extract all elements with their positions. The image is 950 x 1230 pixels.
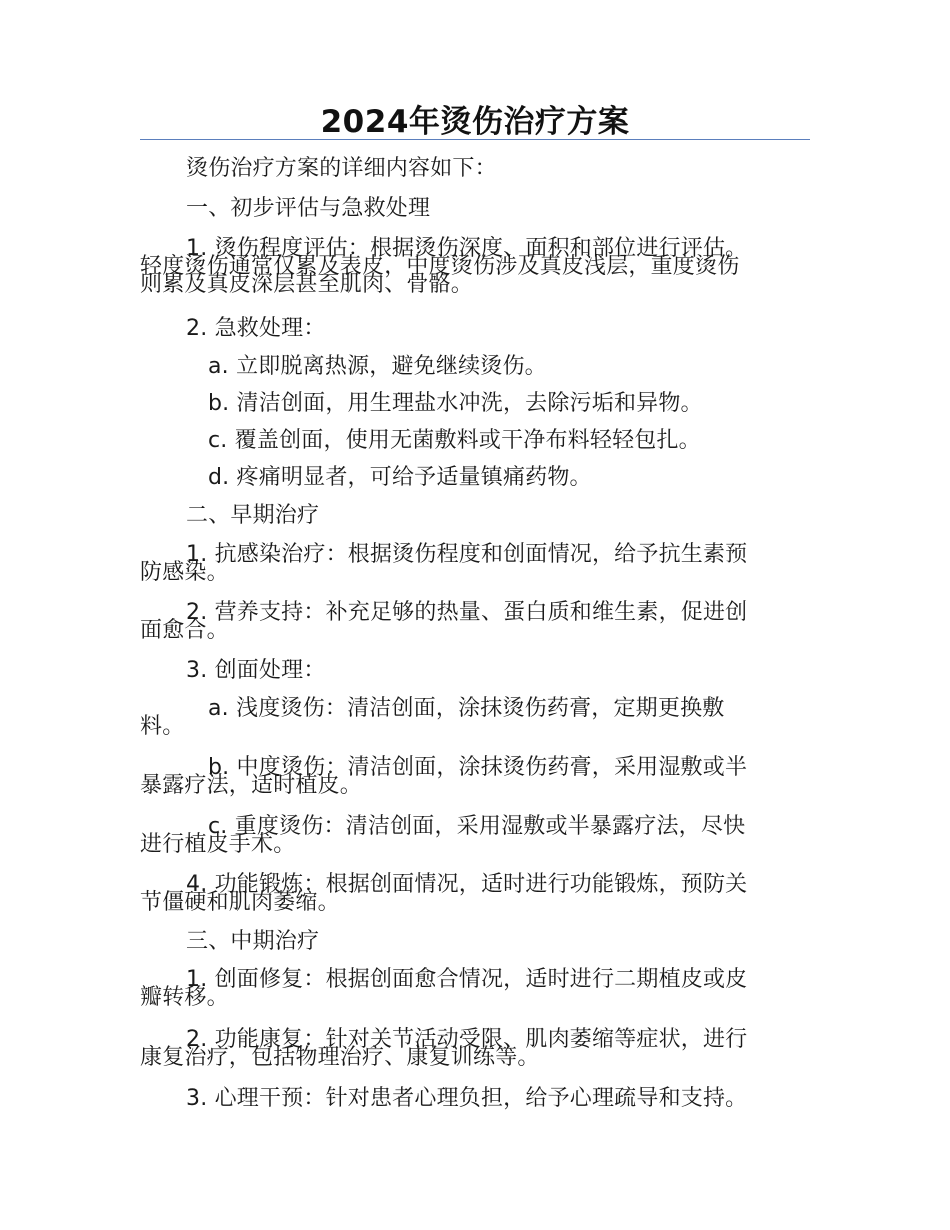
list-item [140,658,326,683]
paragraph-line: 三、中期治疗 [186,929,320,954]
paragraph-line: 瓣转移。 [140,985,229,1010]
section-heading [140,503,320,528]
paragraph-line: 防感染。 [140,560,229,585]
section-heading [140,196,431,221]
list-item [140,542,748,585]
list-item [140,872,748,915]
intro-paragraph [140,156,497,181]
paragraph-line: 3. 创面处理： [186,658,326,683]
paragraph-line: 4. 功能锻炼：根据创面情况，适时进行功能锻炼，预防关 [186,872,748,897]
paragraph-line: c. 重度烫伤：清洁创面，采用湿敷或半暴露疗法，尽快 [208,814,746,839]
section-heading [140,929,320,954]
paragraph-line: a. 立即脱离热源，避免继续烫伤。 [208,354,547,379]
list-item [140,1027,748,1070]
sub-list-item [140,391,703,416]
paragraph-line: 二、早期治疗 [186,503,320,528]
paragraph-line: 2. 营养支持：补充足够的热量、蛋白质和维生素，促进创 [186,600,748,625]
paragraph-line: 轻度烫伤通常仅累及表皮，中度烫伤涉及真皮浅层，重度烫伤 [140,254,740,279]
sub-list-item [140,354,547,379]
paragraph-line: 节僵硬和肌肉萎缩。 [140,890,340,915]
paragraph-line: 2. 急救处理： [186,316,326,341]
paragraph-line: 1. 抗感染治疗：根据烫伤程度和创面情况，给予抗生素预 [186,542,748,567]
paragraph-line: 料。 [140,714,185,739]
paragraph-line: 2. 功能康复：针对关节活动受限、肌肉萎缩等症状，进行 [186,1027,748,1052]
paragraph-line: 暴露疗法，适时植皮。 [140,773,363,798]
sub-list-item [140,428,701,453]
paragraph-line: 则累及真皮深层甚至肌肉、骨骼。 [140,272,474,297]
sub-list-item [140,755,748,798]
list-item [140,600,748,643]
list-item [140,236,748,297]
document-title: 2024年烫伤治疗方案 [320,104,630,140]
list-item [140,967,748,1010]
title-underline [140,139,810,140]
paragraph-line: 面愈合。 [140,618,229,643]
paragraph-line: a. 浅度烫伤：清洁创面，涂抹烫伤药膏，定期更换敷 [208,696,725,721]
list-item [140,1086,748,1111]
paragraph-line: d. 疼痛明显者，可给予适量镇痛药物。 [208,465,592,490]
paragraph-line: 1. 烫伤程度评估：根据烫伤深度、面积和部位进行评估。 [186,236,748,261]
paragraph-line: 烫伤治疗方案的详细内容如下： [186,156,497,181]
paragraph-line: b. 清洁创面，用生理盐水冲洗，去除污垢和异物。 [208,391,703,416]
paragraph-line: 进行植皮手术。 [140,832,296,857]
paragraph-line: 一、初步评估与急救处理 [186,196,431,221]
paragraph-line: b. 中度烫伤：清洁创面，涂抹烫伤药膏，采用湿敷或半 [208,755,748,780]
paragraph-line: 1. 创面修复：根据创面愈合情况，适时进行二期植皮或皮 [186,967,748,992]
paragraph-line: 3. 心理干预：针对患者心理负担，给予心理疏导和支持。 [186,1086,748,1111]
sub-list-item [140,814,746,857]
paragraph-line: c. 覆盖创面，使用无菌敷料或干净布料轻轻包扎。 [208,428,701,453]
list-item [140,316,326,341]
paragraph-line: 康复治疗，包括物理治疗、康复训练等。 [140,1045,540,1070]
sub-list-item [140,465,592,490]
sub-list-item [140,696,725,739]
